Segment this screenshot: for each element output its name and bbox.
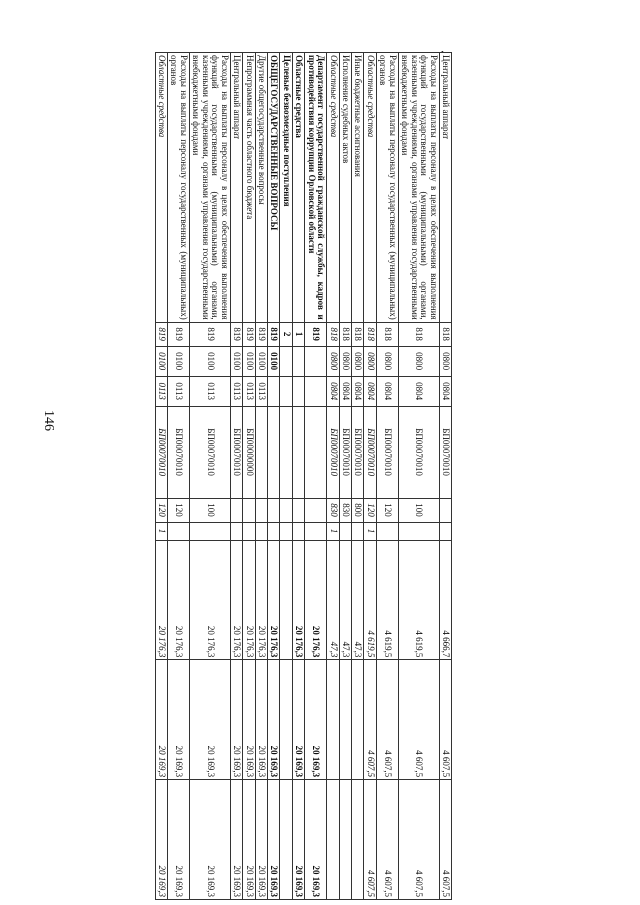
cell-vr: 100 — [189, 498, 230, 522]
cell-subsection — [280, 376, 292, 406]
cell-section: 0100 — [255, 346, 267, 376]
cell-amount3: 20 169,3 — [230, 780, 242, 900]
cell-name: Другие общегосударственные вопросы — [255, 53, 267, 323]
cell-amount2: 4 607,5 — [439, 660, 451, 780]
cell-subsection: 0113 — [243, 376, 255, 406]
cell-name: Целевые безвозмездные поступления — [280, 53, 292, 323]
cell-ministry: 818 — [439, 322, 451, 346]
cell-ministry: 818 — [352, 322, 364, 346]
cell-amount3: 4 607,5 — [439, 780, 451, 900]
cell-amount1: 20 176,3 — [255, 540, 267, 660]
cell-amount2 — [339, 660, 351, 780]
cell-amount3: 4 607,5 — [364, 780, 376, 900]
cell-vr — [292, 498, 304, 522]
cell-name: Расходы на выплаты персоналу государственных (муниципальных) органов — [376, 53, 398, 323]
cell-amount1: 20 176,3 — [243, 540, 255, 660]
cell-amount2: 20 169,3 — [305, 660, 327, 780]
cell-ministry: 818 — [364, 322, 376, 346]
cell-amount2: 20 169,3 — [255, 660, 267, 780]
cell-section: 0800 — [327, 346, 339, 376]
cell-amount3 — [339, 780, 351, 900]
cell-vr: 120 — [364, 498, 376, 522]
cell-vr: 120 — [376, 498, 398, 522]
cell-kosgu — [339, 522, 351, 540]
cell-name: ОБЩЕГОСУДАРСТВЕННЫЕ ВОПРОСЫ — [268, 53, 280, 323]
table-row — [243, 53, 255, 900]
cell-name: Расходы на выплаты персоналу в целях обеспечения выполнения функций государственными (муниципальными) органами, казенными учреждениями, органами управления государственными внебюджетными фондами — [189, 53, 230, 323]
cell-amount1 — [280, 540, 292, 660]
cell-subsection: 0804 — [376, 376, 398, 406]
cell-amount1: 47,3 — [327, 540, 339, 660]
cell-name: Исполнение судебных актов — [339, 53, 351, 323]
cell-ministry: 818 — [376, 322, 398, 346]
table-row — [352, 53, 364, 900]
cell-amount1: 20 176,3 — [292, 540, 304, 660]
cell-amount1: 47,3 — [352, 540, 364, 660]
cell-name: Иные бюджетные ассигнования — [352, 53, 364, 323]
cell-section: 0100 — [268, 346, 280, 376]
cell-kosgu — [305, 522, 327, 540]
cell-subsection: 0804 — [339, 376, 351, 406]
cell-kosgu: 1 — [155, 522, 167, 540]
cell-amount3 — [327, 780, 339, 900]
cell-amount3: 20 169,3 — [255, 780, 267, 900]
cell-amount3 — [280, 780, 292, 900]
cell-vr: 100 — [398, 498, 439, 522]
table-row — [305, 53, 327, 900]
cell-amount2 — [352, 660, 364, 780]
cell-amount2: 4 607,5 — [364, 660, 376, 780]
cell-vr: 800 — [352, 498, 364, 522]
cell-kosgu: 1 — [327, 522, 339, 540]
cell-vr — [255, 498, 267, 522]
cell-amount2: 20 169,3 — [168, 660, 190, 780]
cell-amount3: 4 607,5 — [398, 780, 439, 900]
cell-section: 0100 — [230, 346, 242, 376]
cell-target — [305, 406, 327, 498]
table-row — [364, 53, 376, 900]
rotated-table-container — [56, 52, 452, 900]
cell-amount1: 4 619,5 — [398, 540, 439, 660]
cell-subsection: 0113 — [255, 376, 267, 406]
cell-amount1: 20 176,3 — [155, 540, 167, 660]
cell-target: БП00070010 — [155, 406, 167, 498]
cell-section: 0800 — [352, 346, 364, 376]
cell-section: 0800 — [376, 346, 398, 376]
cell-kosgu — [398, 522, 439, 540]
budget-table — [155, 52, 452, 900]
cell-amount1: 4 619,5 — [376, 540, 398, 660]
cell-amount3: 20 169,3 — [305, 780, 327, 900]
cell-ministry: 818 — [339, 322, 351, 346]
cell-subsection: 0804 — [364, 376, 376, 406]
cell-ministry: 819 — [168, 322, 190, 346]
cell-ministry: 1 — [292, 322, 304, 346]
cell-target — [292, 406, 304, 498]
cell-vr — [280, 498, 292, 522]
cell-target: БП00070010 — [168, 406, 190, 498]
cell-kosgu — [352, 522, 364, 540]
cell-vr: 120 — [168, 498, 190, 522]
cell-name: Областные средства — [364, 53, 376, 323]
cell-vr: 830 — [339, 498, 351, 522]
cell-section: 0800 — [339, 346, 351, 376]
cell-amount2: 20 169,3 — [243, 660, 255, 780]
cell-section: 0100 — [168, 346, 190, 376]
cell-kosgu — [439, 522, 451, 540]
cell-subsection — [268, 376, 280, 406]
cell-name: Центральный аппарат — [439, 53, 451, 323]
cell-subsection: 0113 — [155, 376, 167, 406]
cell-amount1: 4 619,5 — [364, 540, 376, 660]
cell-ministry: 818 — [327, 322, 339, 346]
table-row — [268, 53, 280, 900]
corner-mark: • — [441, 48, 444, 57]
cell-ministry: 819 — [230, 322, 242, 346]
cell-amount1: 20 176,3 — [230, 540, 242, 660]
cell-amount2 — [280, 660, 292, 780]
cell-subsection: 0113 — [189, 376, 230, 406]
cell-target: БП00000000 — [243, 406, 255, 498]
table-row — [376, 53, 398, 900]
cell-amount2 — [327, 660, 339, 780]
cell-target: БП00070010 — [352, 406, 364, 498]
cell-vr: 830 — [327, 498, 339, 522]
cell-amount3: 20 169,3 — [292, 780, 304, 900]
table-row — [189, 53, 230, 900]
cell-kosgu — [168, 522, 190, 540]
cell-target: БП00070010 — [364, 406, 376, 498]
cell-amount1: 47,3 — [339, 540, 351, 660]
table-row — [292, 53, 304, 900]
cell-name: Расходы на выплаты персоналу государственных (муниципальных) органов — [168, 53, 190, 323]
table-row — [339, 53, 351, 900]
cell-ministry: 819 — [189, 322, 230, 346]
cell-amount2: 20 169,3 — [155, 660, 167, 780]
table-row — [398, 53, 439, 900]
cell-ministry: 2 — [280, 322, 292, 346]
cell-amount3: 20 169,3 — [243, 780, 255, 900]
table-row — [280, 53, 292, 900]
cell-ministry: 819 — [255, 322, 267, 346]
cell-target: БП00070010 — [230, 406, 242, 498]
cell-vr — [230, 498, 242, 522]
cell-amount1: 20 176,3 — [268, 540, 280, 660]
cell-name: Расходы на выплаты персоналу в целях обеспечения выполнения функций государственными (муниципальными) органами, казенными учреждениями, органами управления государственными внебюджетными фондами — [398, 53, 439, 323]
cell-target — [280, 406, 292, 498]
cell-target: БП00070010 — [439, 406, 451, 498]
table-body — [155, 53, 451, 900]
cell-amount2: 20 169,3 — [268, 660, 280, 780]
cell-section — [280, 346, 292, 376]
cell-amount2: 20 169,3 — [230, 660, 242, 780]
cell-subsection: 0113 — [168, 376, 190, 406]
cell-target: БП00070010 — [339, 406, 351, 498]
cell-section: 0800 — [398, 346, 439, 376]
cell-target: БП00070010 — [327, 406, 339, 498]
cell-target: БП00070010 — [376, 406, 398, 498]
cell-ministry: 819 — [268, 322, 280, 346]
cell-section: 0100 — [189, 346, 230, 376]
cell-amount3: 20 169,3 — [168, 780, 190, 900]
cell-amount1: 20 176,3 — [189, 540, 230, 660]
cell-target — [268, 406, 280, 498]
cell-amount2: 4 607,5 — [376, 660, 398, 780]
cell-kosgu — [268, 522, 280, 540]
cell-name: Областные средства — [155, 53, 167, 323]
cell-vr — [243, 498, 255, 522]
cell-ministry: 819 — [305, 322, 327, 346]
cell-subsection — [292, 376, 304, 406]
cell-vr: 120 — [155, 498, 167, 522]
cell-amount1: 4 666,7 — [439, 540, 451, 660]
cell-section — [292, 346, 304, 376]
cell-name: Департамент государственной гражданской службы, кадров и противодействия коррупции Орловской области — [305, 53, 327, 323]
cell-section: 0800 — [364, 346, 376, 376]
cell-amount1: 20 176,3 — [305, 540, 327, 660]
cell-amount1: 20 176,3 — [168, 540, 190, 660]
cell-subsection: 0804 — [439, 376, 451, 406]
cell-ministry: 819 — [155, 322, 167, 346]
cell-kosgu: 1 — [364, 522, 376, 540]
cell-vr — [305, 498, 327, 522]
cell-vr — [268, 498, 280, 522]
table-row — [168, 53, 190, 900]
table-row — [439, 53, 451, 900]
cell-subsection: 0804 — [352, 376, 364, 406]
cell-amount3 — [352, 780, 364, 900]
cell-kosgu — [280, 522, 292, 540]
cell-name: Областные средства — [327, 53, 339, 323]
cell-section: 0100 — [155, 346, 167, 376]
cell-section: 0800 — [439, 346, 451, 376]
cell-ministry: 819 — [243, 322, 255, 346]
cell-amount2: 4 607,5 — [398, 660, 439, 780]
cell-subsection: 0804 — [327, 376, 339, 406]
cell-kosgu — [230, 522, 242, 540]
cell-kosgu — [376, 522, 398, 540]
cell-target: БП00070010 — [398, 406, 439, 498]
cell-section — [305, 346, 327, 376]
cell-section: 0100 — [243, 346, 255, 376]
cell-name: Непрограммная часть областного бюджета — [243, 53, 255, 323]
table-row — [327, 53, 339, 900]
table-row — [255, 53, 267, 900]
cell-subsection — [305, 376, 327, 406]
cell-amount2: 20 169,3 — [189, 660, 230, 780]
cell-target — [255, 406, 267, 498]
cell-kosgu — [255, 522, 267, 540]
table-row — [155, 53, 167, 900]
cell-amount2: 20 169,3 — [292, 660, 304, 780]
cell-name: Центральный аппарат — [230, 53, 242, 323]
page-number: 146 — [41, 410, 56, 431]
cell-kosgu — [292, 522, 304, 540]
cell-target: БП00070010 — [189, 406, 230, 498]
cell-amount3: 20 169,3 — [268, 780, 280, 900]
cell-subsection: 0113 — [230, 376, 242, 406]
cell-amount3: 20 169,3 — [155, 780, 167, 900]
cell-kosgu — [189, 522, 230, 540]
cell-subsection: 0804 — [398, 376, 439, 406]
cell-amount3: 4 607,5 — [376, 780, 398, 900]
cell-kosgu — [243, 522, 255, 540]
cell-name: Областные средства — [292, 53, 304, 323]
table-row — [230, 53, 242, 900]
cell-vr — [439, 498, 451, 522]
cell-amount3: 20 169,3 — [189, 780, 230, 900]
cell-ministry: 818 — [398, 322, 439, 346]
